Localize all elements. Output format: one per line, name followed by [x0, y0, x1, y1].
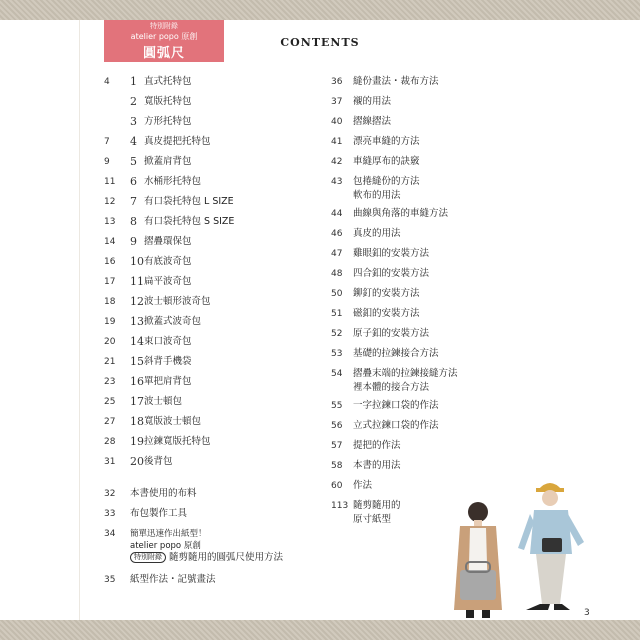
toc-page-number: 43 — [331, 177, 343, 187]
toc-entry — [104, 256, 324, 270]
toc-entry — [104, 176, 324, 190]
toc-item-number: 17 — [130, 395, 144, 408]
toc-entry — [104, 336, 324, 350]
toc-item-title: 水桶形托特包 — [144, 176, 202, 187]
toc-item-title: 紙型作法・記號畫法 — [130, 574, 216, 585]
toc-page-number: 19 — [104, 317, 116, 327]
toc-entry — [104, 396, 324, 410]
person-left — [454, 502, 502, 618]
toc-page-number: 17 — [104, 277, 116, 287]
toc-item-title: 磁釦的安裝方法 — [353, 308, 420, 319]
toc-page-number: 14 — [104, 237, 116, 247]
toc-item-title: 車縫厚布的訣竅 — [353, 156, 420, 167]
toc-item-title: 束口波奇包 — [144, 336, 192, 347]
toc-entry — [104, 528, 324, 572]
toc-item-number: 5 — [130, 155, 137, 168]
toc-page-number: 28 — [104, 437, 116, 447]
appendix-badge: 特別附錄 — [130, 552, 166, 563]
toc-item-title: 提把的作法 — [353, 440, 401, 451]
toc-page-number: 60 — [331, 481, 343, 491]
page-fold-line — [79, 20, 80, 620]
toc-item-subtitle: atelier popo 原創 — [130, 541, 201, 551]
toc-page-number: 40 — [331, 117, 343, 127]
toc-entry — [104, 156, 324, 170]
toc-entry — [104, 416, 324, 430]
toc-page-number: 37 — [331, 97, 343, 107]
toc-entry — [104, 376, 324, 390]
toc-entry — [104, 574, 324, 618]
toc-entry — [104, 116, 324, 130]
toc-item-title: 基礎的拉鍊接合方法 — [353, 348, 439, 359]
toc-item-title: 掀蓋肩背包 — [144, 156, 192, 167]
toc-item-title: 漂亮車縫的方法 — [353, 136, 420, 147]
toc-page-number: 113 — [331, 501, 349, 511]
toc-page-number: 58 — [331, 461, 343, 471]
tag-title: 圓弧尺 — [142, 46, 185, 61]
toc-page-number: 12 — [104, 197, 116, 207]
toc-item-title: 有口袋托特包 S SIZE — [144, 216, 235, 227]
toc-page-number: 42 — [331, 157, 343, 167]
toc-item-title: 簡單迅速作出紙型！ — [130, 529, 207, 539]
toc-item-title: 曲線與角落的車縫方法 — [353, 208, 449, 219]
toc-item-title: 扁平波奇包 — [144, 276, 192, 287]
toc-entry — [104, 236, 324, 250]
toc-item-title: 真皮的用法 — [353, 228, 401, 239]
toc-page-number: 13 — [104, 217, 116, 227]
toc-item-subtitle: 裡本體的接合方法 — [353, 382, 430, 393]
toc-item-title: 立式拉鍊口袋的作法 — [353, 420, 439, 431]
toc-entry — [104, 196, 324, 210]
top-texture-strip — [0, 0, 640, 20]
toc-item-title: 波士頓形波奇包 — [144, 296, 211, 307]
toc-page-number: 7 — [104, 137, 110, 147]
toc-item-title: 雞眼釦的安裝方法 — [353, 248, 430, 259]
toc-item-title: 寬版托特包 — [144, 96, 192, 107]
toc-entry — [104, 296, 324, 310]
toc-entry — [104, 456, 324, 470]
toc-page-number: 52 — [331, 329, 343, 339]
toc-page-number: 25 — [104, 397, 116, 407]
toc-item-number: 18 — [130, 415, 144, 428]
toc-item-title: 後背包 — [144, 456, 173, 467]
toc-item-title: 斜背手機袋 — [144, 356, 192, 367]
toc-entry — [331, 176, 491, 204]
toc-item-title: 掀蓋式波奇包 — [144, 316, 202, 327]
toc-item-title: 包捲縫份的方法 — [353, 176, 420, 187]
special-appendix-tag — [104, 20, 224, 62]
toc-item-number: 4 — [130, 135, 137, 148]
toc-page-number: 53 — [331, 349, 343, 359]
toc-item-title: 方形托特包 — [144, 116, 192, 127]
toc-item-title: 有口袋托特包 L SIZE — [144, 196, 234, 207]
toc-page-number: 44 — [331, 209, 343, 219]
toc-page-number: 34 — [104, 529, 116, 539]
toc-item-title: 單把肩背包 — [144, 376, 192, 387]
toc-entry — [331, 368, 491, 396]
toc-item-title: 本書的用法 — [353, 460, 401, 471]
toc-item-number: 1 — [130, 75, 137, 88]
toc-page-number: 46 — [331, 229, 343, 239]
toc-item-number: 7 — [130, 195, 137, 208]
toc-page-number: 50 — [331, 289, 343, 299]
toc-item-number: 19 — [130, 435, 144, 448]
toc-entry — [104, 276, 324, 290]
toc-item-title: 拉鍊寬版托特包 — [144, 436, 211, 447]
toc-item-title: 摺線摺法 — [353, 116, 392, 127]
toc-page-number: 36 — [331, 77, 343, 87]
toc-item-subtitle: 軟布的用法 — [353, 190, 401, 201]
toc-page-number: 27 — [104, 417, 116, 427]
toc-entry — [104, 136, 324, 150]
toc-item-title: 摺疊環保包 — [144, 236, 192, 247]
tag-label: 特別附錄 — [150, 22, 178, 30]
toc-item-number: 13 — [130, 315, 144, 328]
toc-item-title: 四合釦的安裝方法 — [353, 268, 430, 279]
toc-page-number: 33 — [104, 509, 116, 519]
toc-item-subtitle: 原寸紙型 — [353, 514, 392, 525]
toc-page-number: 31 — [104, 457, 116, 467]
toc-page-number: 11 — [104, 177, 116, 187]
toc-page-number: 54 — [331, 369, 343, 379]
toc-item-number: 12 — [130, 295, 144, 308]
toc-page-number: 21 — [104, 357, 116, 367]
toc-item-title: 摺疊末端的拉鍊接縫方法 — [353, 368, 458, 379]
toc-entry — [104, 96, 324, 110]
toc-entry — [104, 436, 324, 450]
tag-subtitle: atelier popo 原創 — [130, 32, 198, 41]
toc-page-number: 47 — [331, 249, 343, 259]
toc-item-title: 襯的用法 — [353, 96, 392, 107]
toc-item-number: 10 — [130, 255, 144, 268]
toc-page-number: 16 — [104, 257, 116, 267]
toc-item-number: 20 — [130, 455, 144, 468]
bottom-texture-strip — [0, 620, 640, 640]
toc-item-title: 有底波奇包 — [144, 256, 192, 267]
toc-item-number: 16 — [130, 375, 144, 388]
toc-page-number: 20 — [104, 337, 116, 347]
toc-page-number: 41 — [331, 137, 343, 147]
toc-item-title: 一字拉鍊口袋的作法 — [353, 400, 439, 411]
toc-entry — [104, 356, 324, 370]
toc-page-number: 9 — [104, 157, 110, 167]
toc-entry — [104, 216, 324, 230]
toc-page-number: 51 — [331, 309, 343, 319]
toc-item-title: 波士頓包 — [144, 396, 183, 407]
toc-item-title: 隨剪隨用的 — [353, 500, 401, 511]
toc-page-number: 23 — [104, 377, 116, 387]
toc-item-subtitle — [130, 552, 283, 564]
toc-item-number: 9 — [130, 235, 137, 248]
toc-item-number: 3 — [130, 115, 137, 128]
toc-page-number: 4 — [104, 77, 110, 87]
toc-item-number: 15 — [130, 355, 144, 368]
page-title: CONTENTS — [280, 36, 360, 49]
toc-item-title: 真皮提把托特包 — [144, 136, 211, 147]
toc-entry — [104, 316, 324, 330]
toc-item-title: 鉚釘的安裝方法 — [353, 288, 420, 299]
toc-item-number: 11 — [130, 275, 144, 288]
toc-page-number: 48 — [331, 269, 343, 279]
toc-item-number: 8 — [130, 215, 137, 228]
toc-item-number: 14 — [130, 335, 144, 348]
toc-item-title: 寬版波士頓包 — [144, 416, 202, 427]
toc-item-number: 2 — [130, 95, 137, 108]
toc-item-title: 直式托特包 — [144, 76, 192, 87]
page-number: 3 — [584, 608, 590, 618]
toc-item-title: 縫份畫法・裁布方法 — [353, 76, 439, 87]
toc-item-title: 本書使用的布料 — [130, 488, 197, 499]
toc-page-number: 57 — [331, 441, 343, 451]
person-right — [518, 483, 584, 610]
toc-left-column — [104, 76, 324, 596]
toc-item-subtitle-text: 隨剪隨用的圓弧尺使用方法 — [169, 552, 284, 563]
models-photo — [430, 470, 600, 620]
toc-page-number: 18 — [104, 297, 116, 307]
toc-item-number: 6 — [130, 175, 137, 188]
toc-item-title: 布包製作工具 — [130, 508, 188, 519]
toc-item-title: 原子釦的安裝方法 — [353, 328, 430, 339]
toc-page-number: 35 — [104, 575, 116, 585]
toc-item-title: 作法 — [353, 480, 373, 491]
toc-page-number: 56 — [331, 421, 343, 431]
toc-page-number: 55 — [331, 401, 343, 411]
toc-page-number: 32 — [104, 489, 116, 499]
toc-entry — [104, 76, 324, 90]
